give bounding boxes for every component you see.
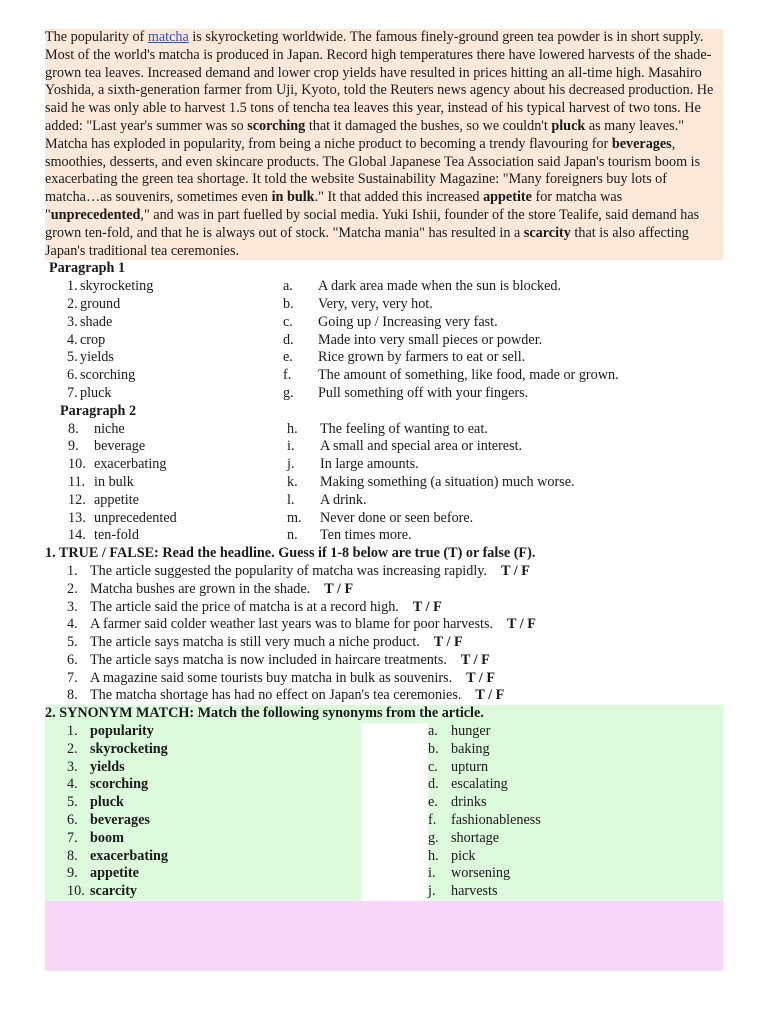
true-false-choice[interactable]: T / F: [507, 616, 536, 633]
vocab-word: beverage: [94, 438, 146, 455]
vocab-row: [45, 474, 723, 492]
article-text-run: , smoothies, desserts, and even skincare products. The Global Japanese Tea Association said Japan's tourism boom is exacerbating the green tea shortage. It told the website Sustainability Magazine: "Many foreigners buy lots of matcha…as souvenirs, sometimes even: [45, 135, 701, 206]
item-statement: [90, 687, 504, 705]
article-text-run: The popularity of: [45, 29, 148, 45]
vocab-row: [45, 421, 723, 439]
synonym-list: [45, 723, 723, 901]
vocab-definition: Pull something off with your fingers.: [318, 384, 529, 401]
keyword-appetite: appetite: [483, 189, 532, 206]
statement-text: The article says matcha is still very much a niche product.: [90, 634, 420, 651]
synonym-section: [45, 705, 723, 901]
vocab-word: ten-fold: [94, 527, 139, 544]
vocab-word: pluck: [80, 384, 112, 401]
synonym-number: 5.: [67, 794, 78, 811]
vocab-number: 2.: [67, 295, 78, 312]
article-text-run: as many leaves.": [585, 117, 685, 134]
synonym-number: 3.: [67, 758, 78, 775]
synonym-letter: j.: [428, 883, 436, 900]
item-statement: [90, 599, 442, 617]
column-gap: [361, 883, 428, 901]
vocab-row: [45, 492, 723, 510]
column-gap: [361, 741, 428, 759]
vocab-word: ground: [80, 295, 121, 312]
vocab-word: skyrocketing: [80, 278, 154, 295]
vocab-word: unprecedented: [94, 509, 177, 526]
item-number: 3.: [67, 598, 78, 615]
article-text-run: is skyrocketing worldwide. The famous finely-ground green tea powder is in short supply. Most of the world's matcha is produced in Japan. Record high temperatures there have lowered harvests of the shade-grown tea leaves. Increased demand and lower crop yields have resulted in prices hitting an all-time high. Masahiro Yoshida, a sixth-generation farmer from Uji, Kyoto, told the Reuters news agency about his decreased production. He said he was only able to harvest 1.5 tons of tencha tea leaves this year, instead of his typical harvest of two tons. He added: "Last year's summer was so: [45, 29, 714, 134]
item-number: 4.: [67, 616, 78, 633]
synonym-number: 4.: [67, 776, 78, 793]
true-false-item: [45, 652, 723, 670]
vocab-letter: m.: [287, 509, 302, 526]
true-false-item: [45, 670, 723, 688]
vocab-definition: Rice grown by farmers to eat or sell.: [318, 349, 526, 366]
vocab-row: [45, 349, 723, 367]
vocab-letter: i.: [287, 438, 295, 455]
synonym-answer: harvests: [451, 883, 498, 900]
synonym-number: 7.: [67, 829, 78, 846]
vocab-row: [45, 314, 723, 332]
synonym-number: 2.: [67, 740, 78, 757]
true-false-item: [45, 616, 723, 634]
keyword-pluck: pluck: [551, 117, 586, 134]
vocab-paragraph-1-heading: Paragraph 1: [49, 260, 126, 277]
true-false-heading: 1. TRUE / FALSE: Read the headline. Guess if 1-8 below are true (T) or false (F).: [45, 545, 536, 562]
column-gap: [361, 759, 428, 777]
keyword-in-bulk: in bulk: [271, 189, 315, 206]
statement-text: A farmer said colder weather last years was to blame for poor harvests.: [90, 616, 494, 633]
vocab-number: 1.: [67, 278, 78, 295]
synonym-word: scarcity: [90, 883, 138, 900]
vocab-number: 10.: [68, 456, 86, 473]
synonym-word: scorching: [90, 776, 149, 793]
vocab-row: [45, 456, 723, 474]
vocab-letter: e.: [283, 349, 293, 366]
vocab-word: appetite: [94, 491, 139, 508]
column-gap: [361, 776, 428, 794]
item-number: 5.: [67, 634, 78, 651]
synonym-letter: e.: [428, 794, 438, 811]
vocab-list-2: [45, 421, 723, 546]
worksheet-page: [45, 29, 723, 971]
synonym-row: [45, 759, 723, 777]
true-false-choice[interactable]: T / F: [500, 562, 530, 579]
vocab-row: [45, 332, 723, 350]
synonym-answer: baking: [451, 740, 490, 757]
vocab-word: scorching: [80, 367, 136, 384]
item-statement: [90, 616, 536, 634]
true-false-choice[interactable]: T / F: [460, 651, 490, 668]
vocab-definition: The feeling of wanting to eat.: [320, 420, 488, 437]
article-text-run: Matcha has exploded in popularity, from being a niche product to becoming a trendy flavouring for: [45, 135, 612, 152]
synonym-letter: d.: [428, 776, 439, 793]
synonym-row: [45, 812, 723, 830]
synonym-answer: hunger: [451, 723, 491, 740]
article-text-run: that is also affecting Japan's traditional tea ceremonies.: [45, 224, 689, 259]
article-text-run: ," and was in part fuelled by social media. Yuki Ishii, founder of the store Tealife, said demand has grown ten-fold, and that he is always out of stock. "Matcha mania" has resulted in a: [45, 206, 700, 241]
column-gap: [361, 812, 428, 830]
item-number: 8.: [67, 687, 78, 704]
synonym-number: 9.: [67, 865, 78, 882]
article-paragraph-2: [45, 136, 723, 261]
vocab-row: [45, 278, 723, 296]
vocab-letter: k.: [287, 473, 298, 490]
synonym-letter: a.: [428, 723, 438, 740]
synonym-letter: h.: [428, 847, 439, 864]
vocab-definition: Made into very small pieces or powder.: [318, 331, 543, 348]
true-false-item: [45, 581, 723, 599]
synonym-number: 1.: [67, 723, 78, 740]
synonym-word: boom: [90, 829, 124, 846]
vocab-definition: Very, very, very hot.: [318, 295, 433, 312]
synonym-row: [45, 830, 723, 848]
statement-text: The matcha shortage has had no effect on Japan's tea ceremonies.: [90, 687, 462, 704]
true-false-item: [45, 563, 723, 581]
vocab-definition: Never done or seen before.: [320, 509, 474, 526]
item-number: 7.: [67, 669, 78, 686]
true-false-list: [45, 563, 723, 705]
statement-text: The article said the price of matcha is at a record high.: [90, 598, 399, 615]
vocab-definition: In large amounts.: [320, 456, 419, 473]
vocab-letter: a.: [283, 278, 293, 295]
synonym-number: 10.: [67, 883, 85, 900]
vocab-definition: A drink.: [320, 491, 367, 508]
statement-text: A magazine said some tourists buy matcha in bulk as souvenirs.: [90, 669, 453, 686]
vocab-row: [45, 367, 723, 385]
vocab-number: 4.: [67, 331, 78, 348]
item-statement: [90, 670, 495, 688]
synonym-word: appetite: [90, 865, 139, 882]
synonym-answer: pick: [451, 847, 476, 864]
vocab-definition: Ten times more.: [320, 527, 412, 544]
true-false-item: [45, 599, 723, 617]
synonym-letter: f.: [428, 812, 437, 829]
column-gap: [361, 723, 428, 741]
synonym-letter: c.: [428, 758, 438, 775]
vocab-list-1: [45, 278, 723, 403]
synonym-word: exacerbating: [90, 847, 169, 864]
item-statement: [90, 652, 490, 670]
vocab-row: [45, 385, 723, 403]
vocab-definition: A dark area made when the sun is blocked.: [318, 278, 562, 295]
vocab-definition: Going up / Increasing very fast.: [318, 313, 498, 330]
synonym-number: 8.: [67, 847, 78, 864]
synonym-letter: g.: [428, 829, 439, 846]
vocab-number: 13.: [68, 509, 86, 526]
synonym-letter: b.: [428, 740, 439, 757]
vocab-number: 11.: [68, 473, 86, 490]
statement-text: Matcha bushes are grown in the shade.: [90, 580, 311, 597]
article-text-run: ." It that added this increased: [314, 189, 484, 206]
vocab-number: 5.: [67, 349, 78, 366]
vocab-number: 3.: [67, 313, 78, 330]
true-false-choice[interactable]: T / F: [475, 687, 505, 704]
vocab-letter: l.: [287, 491, 295, 508]
synonym-row: [45, 865, 723, 883]
synonym-row: [45, 776, 723, 794]
vocab-number: 6.: [67, 367, 78, 384]
vocab-word: in bulk: [94, 473, 134, 490]
vocab-letter: b.: [283, 295, 294, 312]
vocab-row: [45, 296, 723, 314]
vocab-letter: d.: [283, 331, 294, 348]
vocab-definition: A small and special area or interest.: [320, 438, 523, 455]
item-number: 6.: [67, 651, 78, 668]
keyword-scarcity: scarcity: [523, 224, 571, 241]
column-gap: [361, 848, 428, 866]
matcha-link[interactable]: matcha: [147, 29, 189, 45]
vocab-word: yields: [80, 349, 114, 366]
synonym-answer: shortage: [451, 829, 500, 846]
vocab-row: [45, 527, 723, 545]
synonym-number: 6.: [67, 812, 78, 829]
column-gap: [361, 830, 428, 848]
vocab-definition: Making something (a situation) much worse.: [320, 473, 575, 490]
item-statement: [90, 563, 530, 581]
vocab-letter: h.: [287, 420, 298, 437]
vocab-number: 7.: [67, 384, 78, 401]
statement-text: The article says matcha is now included in haircare treatments.: [90, 651, 447, 668]
column-gap: [361, 794, 428, 812]
synonym-answer: escalating: [451, 776, 508, 793]
statement-text: The article suggested the popularity of matcha was increasing rapidly.: [90, 562, 487, 579]
synonym-row: [45, 723, 723, 741]
synonym-word: skyrocketing: [90, 740, 168, 757]
synonym-row: [45, 848, 723, 866]
vocab-letter: c.: [283, 313, 293, 330]
vocab-row: [45, 438, 723, 456]
keyword-beverages: beverages: [611, 135, 672, 152]
vocab-letter: j.: [287, 456, 295, 473]
vocab-word: niche: [94, 420, 125, 437]
vocab-paragraph-2-heading: Paragraph 2: [60, 402, 137, 419]
true-false-choice[interactable]: T / F: [433, 634, 463, 651]
article-text-run: for matcha was ": [45, 189, 623, 223]
synonym-row: [45, 794, 723, 812]
item-number: 2.: [67, 580, 78, 597]
item-statement: [90, 581, 353, 599]
vocab-definition: The amount of something, like food, made or grown.: [318, 367, 619, 384]
true-false-choice[interactable]: T / F: [324, 580, 354, 597]
true-false-item: [45, 634, 723, 652]
synonym-word: popularity: [90, 723, 154, 740]
vocab-letter: f.: [283, 367, 292, 384]
synonym-row: [45, 741, 723, 759]
vocab-letter: n.: [287, 527, 298, 544]
synonym-answer: worsening: [451, 865, 511, 882]
synonym-heading: 2. SYNONYM MATCH: Match the following synonyms from the article.: [45, 705, 484, 722]
synonym-answer: fashionableness: [451, 812, 541, 829]
synonym-word: yields: [90, 758, 125, 775]
true-false-choice[interactable]: T / F: [466, 669, 496, 686]
item-statement: [90, 634, 463, 652]
vocab-number: 8.: [68, 420, 79, 437]
article-text-run: that it damaged the bushes, so we couldn't: [305, 117, 552, 134]
vocab-number: 12.: [68, 491, 86, 508]
article-text: [45, 29, 723, 260]
synonym-letter: i.: [428, 865, 436, 882]
synonym-word: pluck: [90, 794, 124, 811]
vocab-number: 14.: [68, 527, 86, 544]
synonym-row: [45, 883, 723, 901]
keyword-scorching: scorching: [247, 117, 306, 134]
vocab-letter: g.: [283, 384, 294, 401]
synonym-word: beverages: [90, 812, 150, 829]
vocab-row: [45, 510, 723, 528]
true-false-choice[interactable]: T / F: [412, 598, 442, 615]
synonym-answer: drinks: [451, 794, 487, 811]
vocab-word: exacerbating: [94, 456, 167, 473]
vocab-number: 9.: [68, 438, 79, 455]
article-paragraph-1: [45, 29, 723, 136]
vocab-word: shade: [80, 313, 113, 330]
keyword-unprecedented: unprecedented: [50, 206, 141, 223]
synonym-answer: upturn: [451, 758, 489, 775]
item-number: 1.: [67, 562, 78, 579]
column-gap: [361, 865, 428, 883]
true-false-item: [45, 687, 723, 705]
empty-answer-box: [45, 901, 723, 971]
vocab-word: crop: [80, 331, 106, 348]
